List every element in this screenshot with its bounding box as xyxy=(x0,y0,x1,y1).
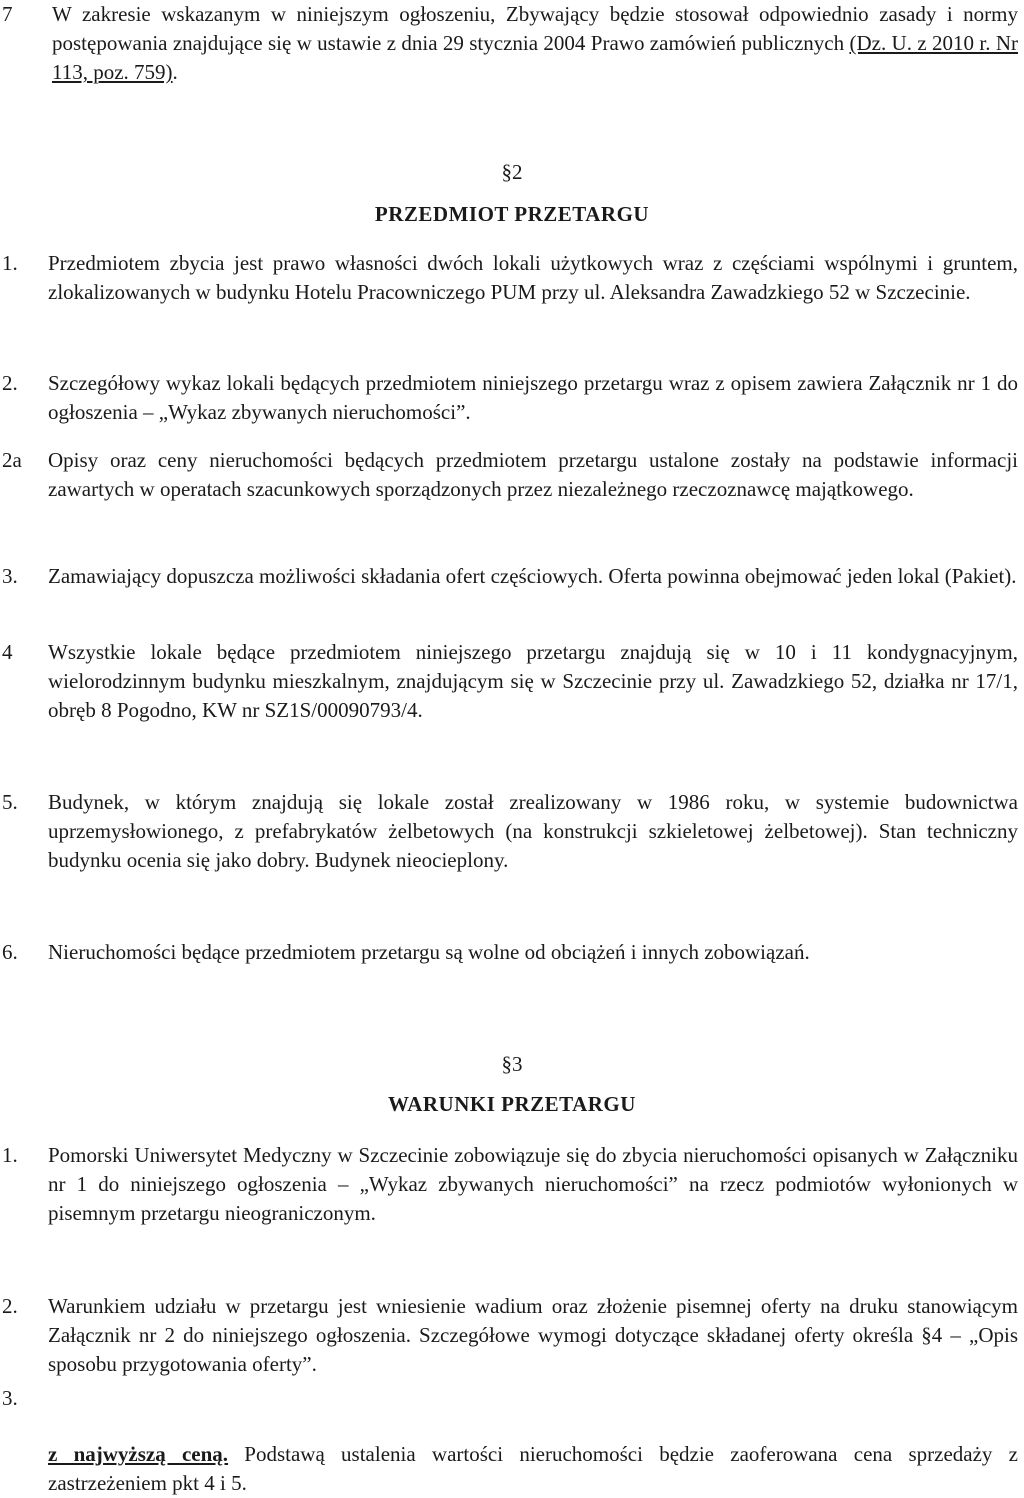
item-text xyxy=(52,0,1018,87)
item-text-rest: Podstawą ustalenia wartości nieruchomości będzie zaoferowana cena sprzedaży z zastrzeżeniem pkt 4 i 5. xyxy=(48,1442,1018,1495)
item-number: 7 xyxy=(2,2,13,26)
item-number: 2. xyxy=(2,371,18,395)
section-3-symbol: §3 xyxy=(501,1052,523,1076)
legal-reference: (Dz. U. z 2010 r. Nr 113, poz. 759) xyxy=(52,31,1018,84)
item-text: Nieruchomości będące przedmiotem przetargu są wolne od obciążeń i innych zobowiązań. xyxy=(48,940,810,964)
item-number: 3. xyxy=(2,1386,18,1410)
item-number: 4 xyxy=(2,640,13,664)
item-number: 1. xyxy=(2,1143,18,1167)
item-number: 5. xyxy=(2,790,18,814)
item-number: 2. xyxy=(2,1294,18,1318)
section-2-title: PRZEDMIOT PRZETARGU xyxy=(374,202,650,226)
item-text: Wszystkie lokale będące przedmiotem niniejszego przetargu znajdują się w 10 i 11 kondygnacyjnym, wielorodzinnym budynku mieszkalnym, znajdującym się w Szczecinie przy ul. Zawadzkiego 52, działka nr 17/1, obręb 8 Pogodno, KW nr SZ1S/00090793/4. xyxy=(48,640,1018,722)
item-text: Warunkiem udziału w przetargu jest wniesienie wadium oraz złożenie pisemnej oferty na druku stanowiącym Załącznik nr 2 do niniejszego ogłoszenia. Szczegółowe wymogi dotyczące składanej oferty określa §4 – „Opis sposobu przygotowania oferty”. xyxy=(48,1294,1018,1376)
item-number: 1. xyxy=(2,251,18,275)
item-text: Pomorski Uniwersytet Medyczny w Szczecinie zobowiązuje się do zbycia nieruchomości opisanych w Załączniku nr 1 do niniejszego ogłoszenia – „Wykaz zbywanych nieruchomości” na rzecz podmiotów wyłonionych w pisemnym przetargu nieograniczonym. xyxy=(48,1143,1018,1225)
item-text-end: . xyxy=(172,60,178,84)
item-text: Przedmiotem zbycia jest prawo własności dwóch lokali użytkowych wraz z częściami wspólnymi i gruntem, zlokalizowanych w budynku Hotelu Pracowniczego PUM przy ul. Aleksandra Zawadzkiego 52 w Szczecinie. xyxy=(48,251,1018,304)
item-text xyxy=(48,1440,1018,1498)
item-text: Budynek, w którym znajdują się lokale został zrealizowany w 1986 roku, w systemie budownictwa uprzemysłowionego, z prefabrykatów żelbetowych (na konstrukcji szkieletowej żelbetowej). Stan techniczny budynku ocenia się jako dobry. Budynek nieocieplony. xyxy=(48,790,1018,872)
item-text: Szczegółowy wykaz lokali będących przedmiotem niniejszego przetargu wraz z opisem zawiera Załącznik nr 1 do ogłoszenia – „Wykaz zbywanych nieruchomości”. xyxy=(48,371,1018,424)
item-number: 2a xyxy=(2,448,22,472)
section-3-title: WARUNKI PRZETARGU xyxy=(388,1092,636,1116)
item-number: 3. xyxy=(2,564,18,588)
item-text-part: W zakresie wskazanym w niniejszym ogłoszeniu, Zbywający będzie stosował odpowiednio zasady i normy postępowania znajdujące się w ustawie z dnia 29 stycznia 2004 Prawo zamówień publicznych xyxy=(52,2,1018,55)
section-2-symbol: §2 xyxy=(501,160,523,184)
item-number: 6. xyxy=(2,940,18,964)
item-text: Opisy oraz ceny nieruchomości będących przedmiotem przetargu ustalone zostały na podstawie informacji zawartych w operatach szacunkowych sporządzonych przez niezależnego rzeczoznawcę majątkowego. xyxy=(48,448,1018,501)
emphasized-text: z najwyższą ceną. xyxy=(48,1442,229,1466)
item-text: Zamawiający dopuszcza możliwości składania ofert częściowych. Oferta powinna obejmować jeden lokal (Pakiet). xyxy=(48,564,1017,588)
